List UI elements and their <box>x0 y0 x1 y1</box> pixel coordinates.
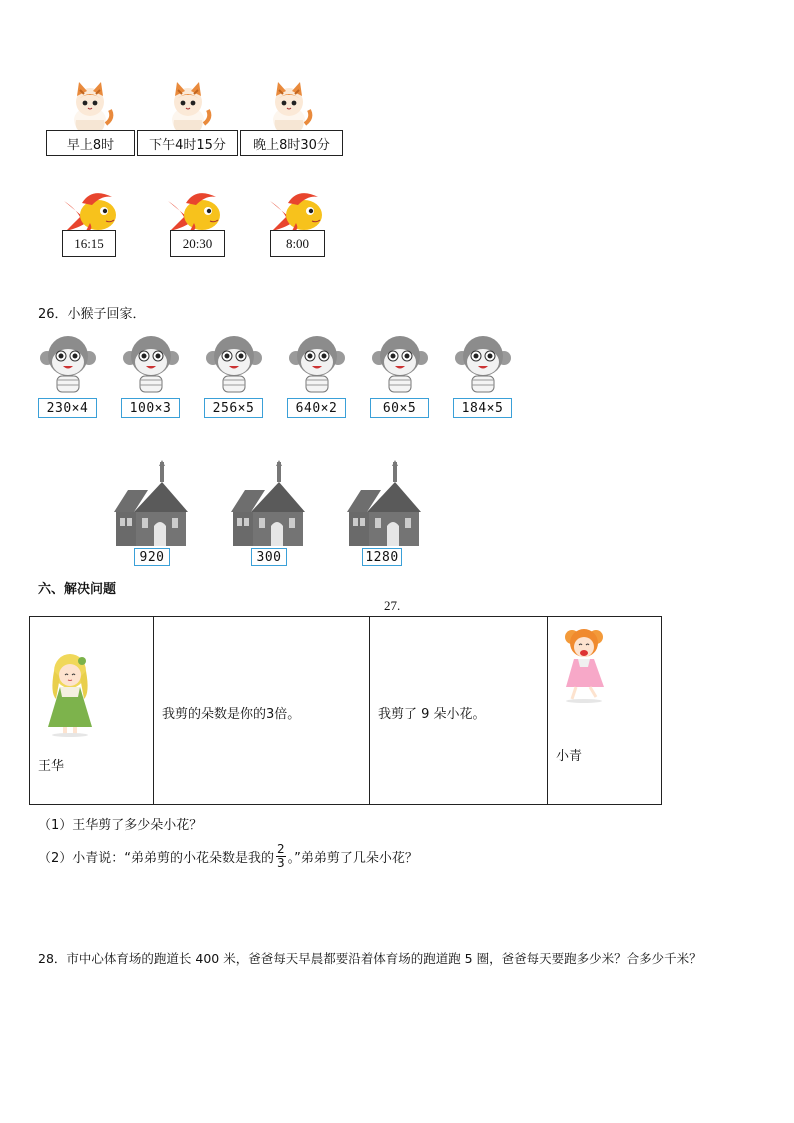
wanghua-speech: 我剪的朵数是你的3倍。 <box>162 707 301 722</box>
monkey-icon <box>122 334 180 398</box>
cat-time-label: 早上8时 <box>46 130 135 156</box>
house-icon <box>114 460 188 548</box>
wanghua-cell <box>30 617 154 805</box>
cat-icon <box>66 80 114 132</box>
wanghua-speech-cell <box>154 617 370 805</box>
monkey-expression: 230×4 <box>38 398 97 418</box>
monkey-expression: 60×5 <box>370 398 429 418</box>
monkey-expression: 100×3 <box>121 398 180 418</box>
question-27-sub2 <box>38 843 418 870</box>
question-26-title: 26．小猴子回家． <box>38 307 146 322</box>
monkey-expression: 256×5 <box>204 398 263 418</box>
fish-time-label: 16:15 <box>62 230 116 257</box>
girl-xiaoqing-illustration <box>558 625 608 703</box>
house-icon <box>347 460 421 548</box>
fish-icon <box>166 187 222 233</box>
cat-icon <box>164 80 212 132</box>
monkey-icon <box>288 334 346 398</box>
question-27-sub1: （1）王华剪了多少朵小花？ <box>38 818 203 833</box>
question-27-table <box>29 616 662 805</box>
monkey-icon <box>454 334 512 398</box>
girl-wanghua-illustration <box>42 653 98 737</box>
xiaoqing-cell <box>548 617 662 805</box>
question-27-number: 27. <box>384 598 401 613</box>
fraction-denominator: 3 <box>277 856 285 870</box>
wanghua-name: 王华 <box>38 759 65 774</box>
xiaoqing-speech-cell <box>370 617 548 805</box>
monkey-expression: 184×5 <box>453 398 512 418</box>
xiaoqing-speech: 我剪了 9 朵小花。 <box>378 707 486 722</box>
house-number: 300 <box>251 548 287 566</box>
fish-icon <box>268 187 324 233</box>
monkey-icon <box>371 334 429 398</box>
cat-icon <box>265 80 313 132</box>
monkey-expression: 640×2 <box>287 398 346 418</box>
xiaoqing-name: 小青 <box>556 749 583 764</box>
house-number: 920 <box>134 548 170 566</box>
house-number: 1280 <box>362 548 402 566</box>
fish-time-label: 20:30 <box>170 230 225 257</box>
house-icon <box>231 460 305 548</box>
monkey-icon <box>39 334 97 398</box>
sub2-text-after: 。”弟弟剪了几朵小花？ <box>287 851 418 866</box>
section-heading: 六、解决问题 <box>38 582 117 597</box>
fish-icon <box>62 187 118 233</box>
sub2-text-before: （2）小青说：“弟弟剪的小花朵数是我的 <box>38 851 275 866</box>
fraction <box>276 843 286 870</box>
monkey-icon <box>205 334 263 398</box>
cat-time-label: 下午4时15分 <box>137 130 238 156</box>
fraction-numerator: 2 <box>277 842 285 856</box>
fish-time-label: 8:00 <box>270 230 325 257</box>
cat-time-label: 晚上8时30分 <box>240 130 343 156</box>
question-28: 28．市中心体育场的跑道长 400 米，爸爸每天早晨都要沿着体育场的跑道跑 5 圈，爸爸每天要跑多少米？合多少千米？ <box>38 951 702 966</box>
